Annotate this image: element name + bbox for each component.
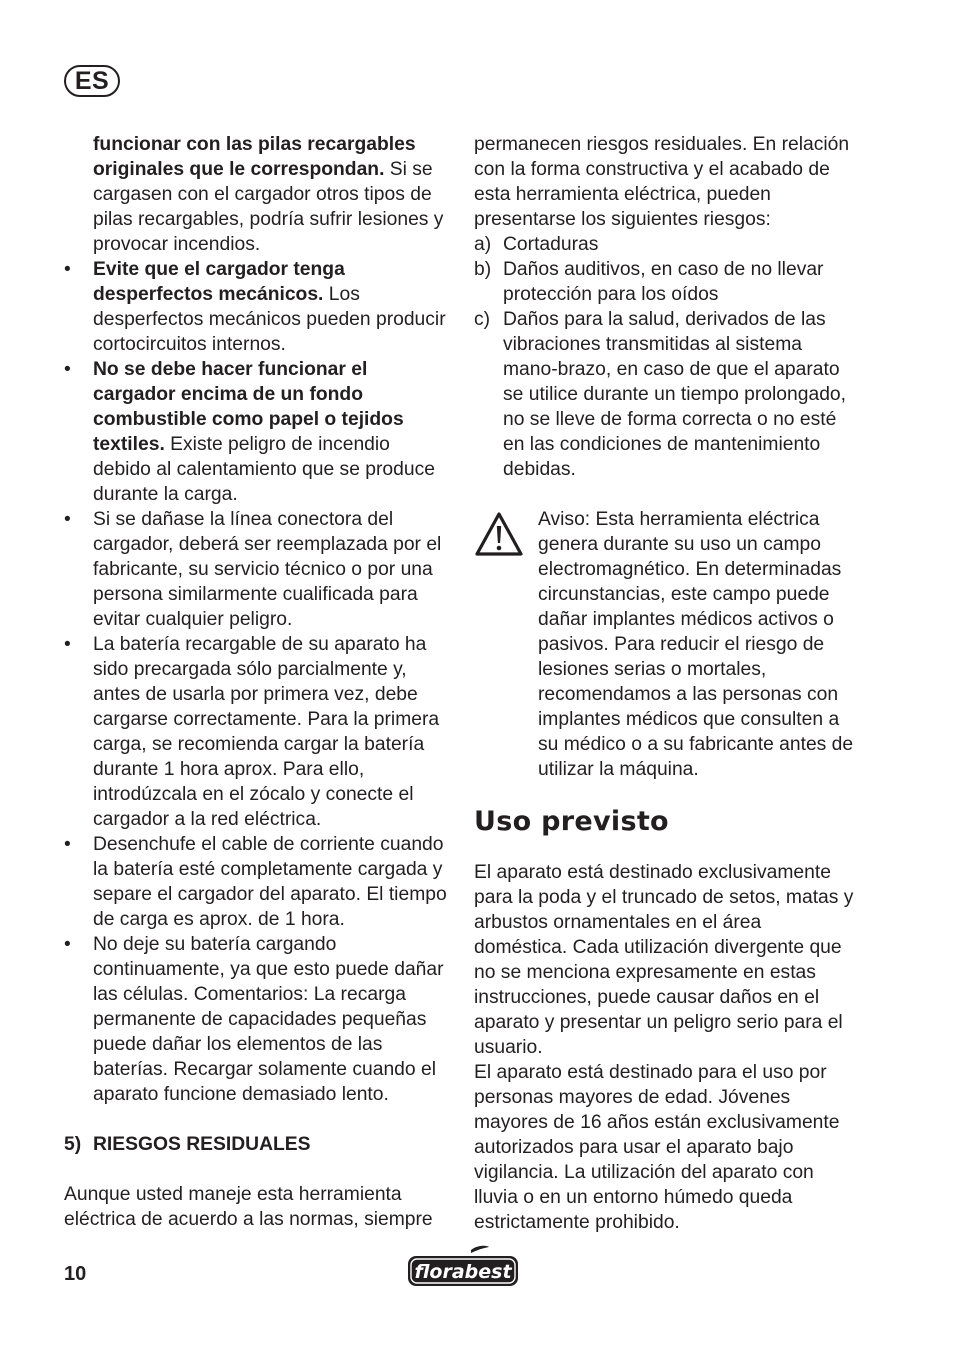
language-badge: ES (64, 65, 120, 97)
bullet-text: Si se dañase la línea conectora del cargador, deberá ser reemplazada por el fabricante, su servicio técnico o por una persona similarmente cualificada para evitar cualquier peligro. (93, 509, 442, 630)
residual-intro-paragraph: Aunque usted maneje esta herramienta eléctrica de acuerdo a las normas, siempre (64, 1184, 433, 1230)
bullet-text: La batería recargable de su aparato ha sido precargada sólo parcialmente y, antes de usarla por primera vez, debe cargarse correctamente. Para la primera carga, se recomienda cargar la batería durante 1 hora aprox. Para ello, introdúzcala en el zócalo y conecte el cargador a la red eléctrica. (93, 634, 440, 830)
risk-text: Cortaduras (503, 234, 599, 255)
bullet-item (64, 357, 450, 507)
bullet-bold: Evite que el cargador tenga desperfectos mecánicos. (93, 259, 345, 305)
intro-paragraph (64, 132, 450, 257)
bullet-text: Existe peligro de incendio debido al calentamiento que se produce durante la carga. (93, 434, 435, 505)
brand-text: florabest (414, 1261, 512, 1283)
risk-mark: a) (474, 234, 492, 255)
risk-text: Daños auditivos, en caso de no llevar protección para los oídos (503, 259, 824, 305)
bullet-text: Desenchufe el cable de corriente cuando la batería esté completamente cargada y separe el cargador del aparato. El tiempo de carga es aprox. de 1 hora. (93, 834, 447, 930)
bullet-text: Los desperfectos mecánicos pueden producir cortocircuitos internos. (93, 284, 446, 355)
florabest-logo (405, 1244, 521, 1290)
intro-bold: funcionar con las pilas recargables originales que le correspondan. (93, 134, 416, 180)
risk-item (474, 232, 858, 257)
uso-paragraph-2: El aparato está destinado para el uso por personas mayores de edad. Jóvenes mayores de 16 años están exclusivamente autorizados para usar el aparato bajo vigilancia. La utilización del aparato con lluvia o en un entorno húmedo queda estrictamente prohibido. (474, 1062, 840, 1233)
risk-list (474, 232, 858, 482)
bullet-mark: • (64, 509, 71, 530)
bullet-item (64, 257, 450, 357)
bullet-mark: • (64, 359, 71, 380)
section-title: RIESGOS RESIDUALES (93, 1134, 311, 1155)
warning-triangle-icon (474, 507, 538, 782)
bullet-mark: • (64, 259, 71, 280)
uso-previsto-heading: Uso previsto (474, 806, 669, 837)
section-number: 5) (64, 1134, 82, 1155)
bullet-item (64, 632, 450, 832)
risk-item (474, 307, 858, 482)
risk-item (474, 257, 858, 307)
bullet-bold: No se debe hacer funcionar el cargador encima de un fondo combustible como papel o tejidos textiles. (93, 359, 404, 455)
bullet-mark: • (64, 634, 71, 655)
bullet-item (64, 932, 450, 1107)
page-number: 10 (64, 1263, 87, 1285)
warning-notice (474, 507, 858, 782)
risk-mark: b) (474, 259, 492, 280)
risk-mark: c) (474, 309, 491, 330)
left-column (64, 132, 450, 1232)
bullet-item (64, 832, 450, 932)
section-heading-residual-risks (64, 1132, 450, 1157)
residual-continued-paragraph: permanecen riesgos residuales. En relación con la forma constructiva y el acabado de esta herramienta eléctrica, pueden presentarse los siguientes riesgos: (474, 134, 850, 230)
warning-text: Aviso: Esta herramienta eléctrica genera durante su uso un campo electromagnético. En determinadas circunstancias, este campo puede dañar implantes médicos activos o pasivos. Para reducir el riesgo de lesiones serias o mortales, recomendamos a las personas con implantes médicos que consulten a su médico o a su fabricante antes de utilizar la máquina. (538, 509, 854, 780)
intro-rest: Si se cargasen con el cargador otros tipos de pilas recargables, podría sufrir lesiones y provocar incendios. (93, 159, 444, 255)
safety-bullet-list (64, 257, 450, 1107)
bullet-mark: • (64, 934, 71, 955)
bullet-mark: • (64, 834, 71, 855)
right-column (474, 132, 858, 1235)
bullet-item (64, 507, 450, 632)
bullet-text: No deje su batería cargando continuamente, ya que esto puede dañar las células. Comentarios: La recarga permanente de capacidades pequeñas puede dañar los elementos de las baterías. Recargar solamente cuando el aparato funcione demasiado lento. (93, 934, 444, 1105)
uso-paragraph-1: El aparato está destinado exclusivamente para la poda y el truncado de setos, matas y arbustos ornamentales en el área doméstica. Cada utilización divergente que no se menciona expresamente en estas instrucciones, puede causar daños en el aparato y presentar un peligro serio para el usuario. (474, 862, 854, 1058)
risk-text: Daños para la salud, derivados de las vibraciones transmitidas al sistema mano-brazo, en caso de que el aparato se utilice durante un tiempo prolongado, no se lleve de forma correcta o no esté en las condiciones de mantenimiento debidas. (503, 309, 847, 480)
